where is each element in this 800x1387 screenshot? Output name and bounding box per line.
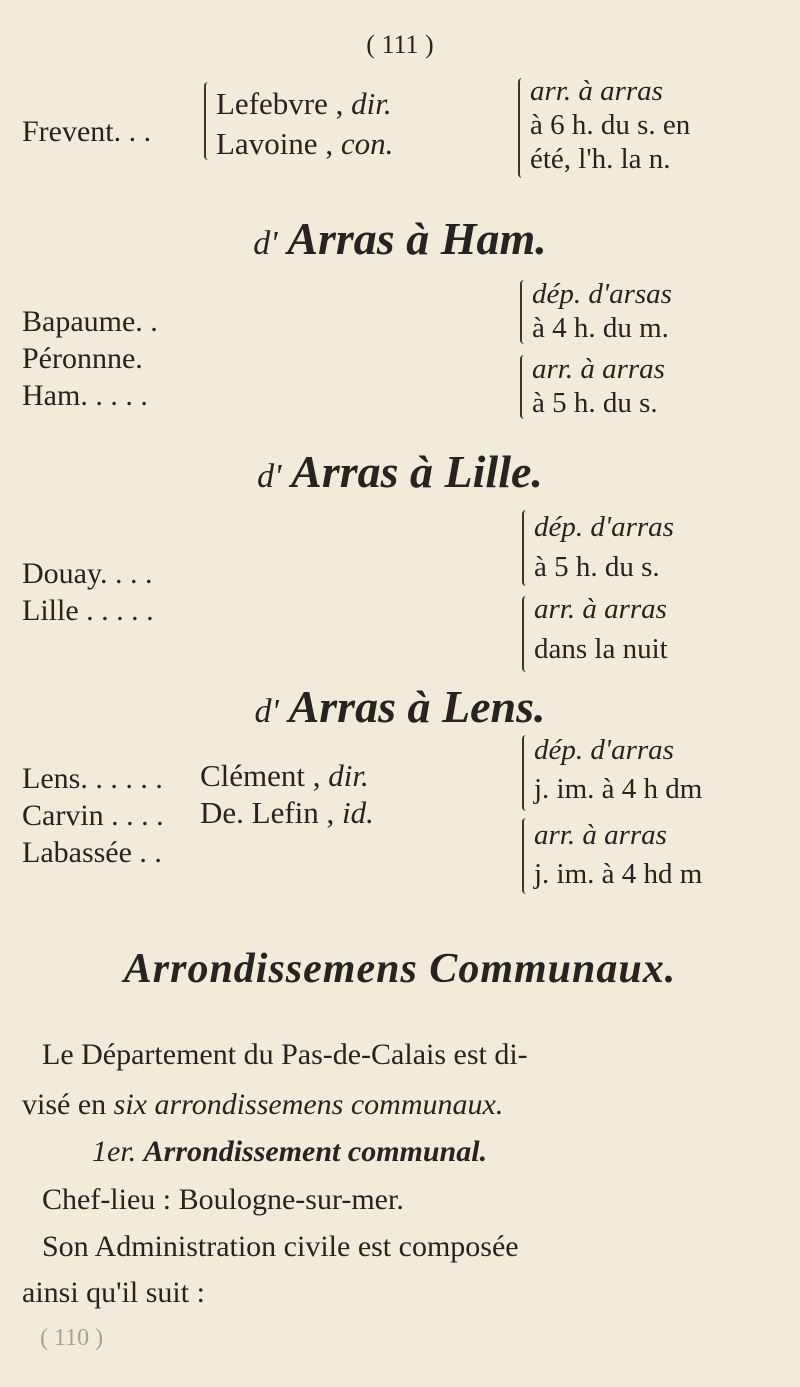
schedule-line: arr. à arras: [532, 353, 665, 385]
schedule-line: dans la nuit: [534, 633, 668, 665]
schedule-line: arr. à arras: [530, 75, 663, 107]
agent-conductor: [216, 125, 393, 162]
schedule-line: dép. d'arras: [534, 511, 674, 543]
brace: [522, 735, 530, 811]
agent-name: Lefebvre ,: [216, 86, 344, 121]
schedule-line: j. im. à 4 h dm: [534, 773, 703, 805]
paragraph-line: [22, 1080, 503, 1130]
paragraph-line: ainsi qu'il suit :: [22, 1276, 205, 1309]
route-name: Arras à Ham.: [287, 213, 547, 264]
schedule-line: à 4 h. du m.: [532, 312, 669, 344]
route-prefix: d': [257, 458, 282, 495]
schedule-line: à 6 h. du s. en: [530, 109, 691, 141]
text-italic: six arrondissemens communaux.: [113, 1088, 504, 1121]
agent-name: De. Lefin ,: [200, 795, 335, 830]
agent-name: Clément ,: [200, 758, 321, 793]
page-number: ( 111 ): [366, 30, 434, 59]
route-name: Arras à Lille.: [291, 446, 543, 497]
agent-name: Lavoine ,: [216, 126, 334, 161]
text-italic: Arrondissement communal.: [143, 1135, 488, 1168]
agent-director: [216, 85, 392, 122]
schedule-line: à 5 h. du s.: [532, 387, 658, 419]
agent-idem: [200, 794, 374, 831]
schedule-line: arr. à arras: [534, 593, 667, 625]
brace: [204, 82, 212, 160]
town-bapaume: Bapaume. .: [22, 305, 158, 338]
town-douay: Douay. . . .: [22, 557, 153, 590]
route-heading-ham: [0, 212, 800, 265]
bleed-through-text: ( 110 ): [40, 1325, 104, 1351]
route-name: Arras à Lens.: [288, 681, 546, 732]
town-peronne: Péronnne.: [22, 342, 143, 375]
schedule-line: j. im. à 4 hd m: [534, 858, 703, 890]
agent-role: dir.: [328, 758, 369, 793]
schedule-line: dép. d'arras: [534, 734, 674, 766]
agent-role: dir.: [351, 86, 392, 121]
paragraph-line: Son Administration civile est composée: [42, 1230, 519, 1263]
brace: [522, 596, 530, 672]
town-lens: Lens. . . . . .: [22, 762, 163, 795]
agent-director: [200, 757, 369, 794]
brace: [522, 510, 530, 586]
schedule-line: à 5 h. du s.: [534, 551, 660, 583]
agent-role: id.: [342, 795, 374, 830]
agent-role: con.: [340, 126, 394, 161]
schedule-line: dép. d'arsas: [532, 278, 672, 310]
schedule-line: été, l'h. la n.: [530, 143, 671, 175]
town-ham: Ham. . . . .: [22, 379, 148, 412]
route-heading-lens: [0, 680, 800, 733]
section-heading: Arrondissemens Communaux.: [123, 946, 677, 992]
paragraph-line: Le Département du Pas-de-Calais est di-: [42, 1038, 528, 1071]
brace: [520, 355, 528, 419]
text-plain: visé en: [22, 1088, 107, 1121]
route-prefix: d': [253, 225, 278, 262]
town-frevent: Frevent. . .: [22, 115, 152, 148]
town-carvin: Carvin . . . .: [22, 799, 164, 832]
brace: [522, 818, 530, 894]
route-prefix: d': [254, 693, 279, 730]
town-labassee: Labassée . .: [22, 836, 162, 869]
brace: [520, 280, 528, 344]
paragraph-line: [92, 1127, 487, 1177]
brace: [518, 78, 526, 178]
text-ordinal: 1er.: [92, 1135, 137, 1168]
town-lille: Lille . . . . .: [22, 594, 154, 627]
paragraph-line: Chef-lieu : Boulogne-sur-mer.: [42, 1183, 404, 1216]
schedule-line: arr. à arras: [534, 819, 667, 851]
route-heading-lille: [0, 445, 800, 498]
